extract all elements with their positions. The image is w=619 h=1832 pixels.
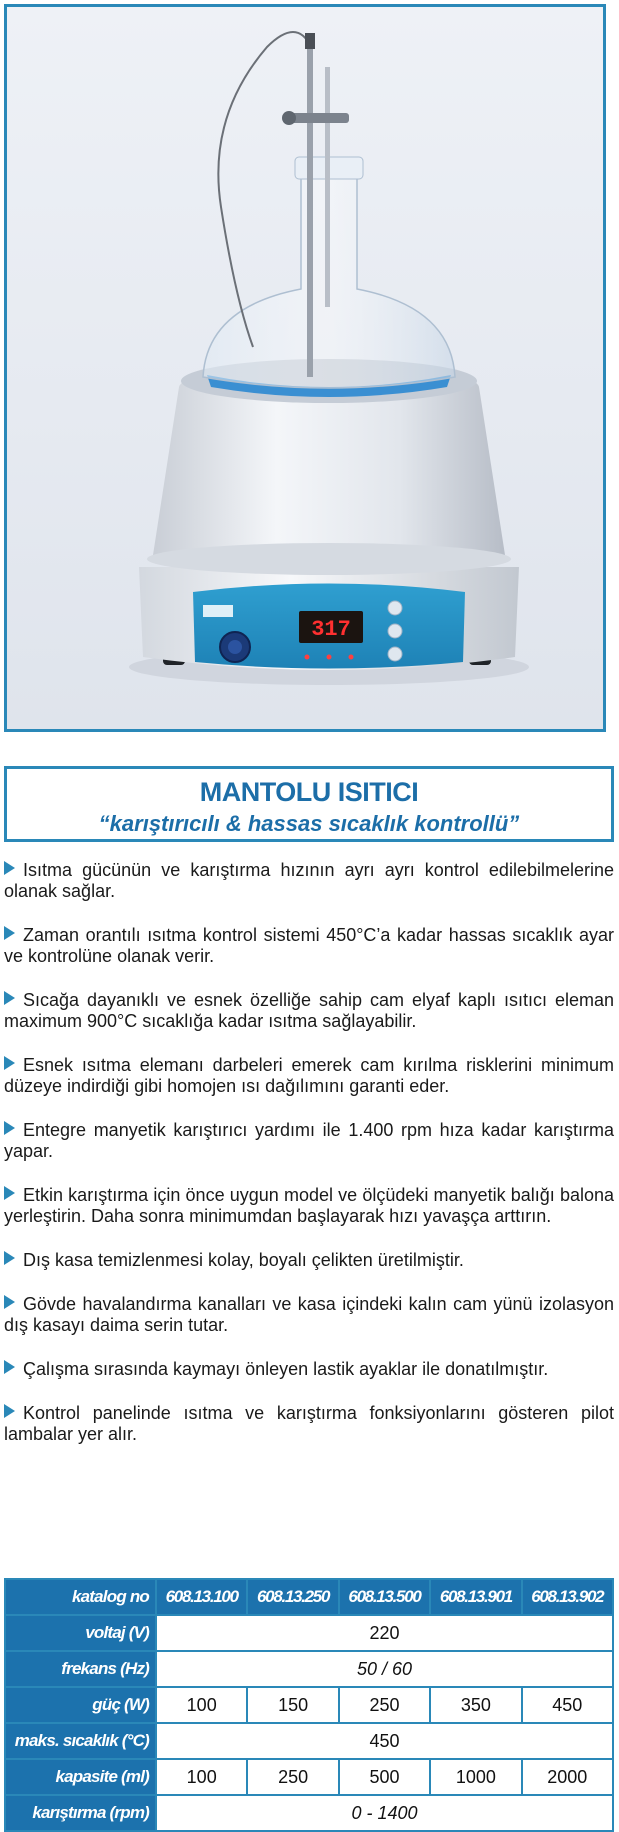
table-header-row — [5, 1579, 613, 1615]
arrow-bullet-icon — [4, 1295, 15, 1309]
feature-list — [4, 860, 614, 1468]
row-label: voltaj (V) — [5, 1615, 156, 1651]
table-cell: 250 — [247, 1759, 338, 1795]
body-rim — [147, 543, 511, 575]
set-button[interactable] — [388, 647, 402, 661]
feature-item — [4, 1294, 614, 1336]
arrow-bullet-icon — [4, 991, 15, 1005]
table-cell: 1000 — [430, 1759, 521, 1795]
table-row — [5, 1723, 613, 1759]
feature-item — [4, 925, 614, 967]
arrow-bullet-icon — [4, 1360, 15, 1374]
feature-item — [4, 1185, 614, 1227]
support-rod — [325, 67, 330, 307]
thermometer-rod — [307, 47, 313, 377]
arrow-bullet-icon — [4, 1404, 15, 1418]
spec-table — [4, 1578, 614, 1832]
indicator-light — [327, 655, 332, 660]
indicator-light — [305, 655, 310, 660]
catalog-number: 608.13.901 — [430, 1579, 521, 1615]
catalog-number: 608.13.500 — [339, 1579, 430, 1615]
display-readout: 317 — [311, 617, 351, 642]
clamp — [289, 113, 349, 123]
table-row — [5, 1615, 613, 1651]
feature-text: Çalışma sırasında kaymayı önleyen lastik ayaklar ile donatılmıştır. — [23, 1359, 549, 1379]
arrow-bullet-icon — [4, 926, 15, 940]
arrow-bullet-icon — [4, 1186, 15, 1200]
feature-item — [4, 990, 614, 1032]
feature-text: Etkin karıştırma için önce uygun model ve ölçüdeki manyetik balığı balona yerleştirin. Daha sonra minimumdan başlayarak hızı yavaşça arttırın. — [4, 1185, 614, 1226]
knob-center — [228, 640, 242, 654]
catalog-number: 608.13.902 — [522, 1579, 613, 1615]
table-cell: 500 — [339, 1759, 430, 1795]
row-label: kapasite (ml) — [5, 1759, 156, 1795]
table-row — [5, 1651, 613, 1687]
feature-text: Sıcağa dayanıklı ve esnek özelliğe sahip cam elyaf kaplı ısıtıcı eleman maximum 900°C sıcaklığa kadar ısıtma sağlayabilir. — [4, 990, 614, 1031]
table-cell: 100 — [156, 1759, 247, 1795]
table-cell: 150 — [247, 1687, 338, 1723]
feature-item — [4, 1403, 614, 1445]
table-cell: 100 — [156, 1687, 247, 1723]
catalog-number: 608.13.100 — [156, 1579, 247, 1615]
arrow-bullet-icon — [4, 861, 15, 875]
clamp-screw — [282, 111, 296, 125]
table-row — [5, 1759, 613, 1795]
feature-text: Entegre manyetik karıştırıcı yardımı ile 1.400 rpm hıza kadar karıştırma yapar. — [4, 1120, 614, 1161]
arrow-bullet-icon — [4, 1056, 15, 1070]
arrow-bullet-icon — [4, 1121, 15, 1135]
feature-text: Esnek ısıtma elemanı darbeleri emerek cam kırılma risklerini minimum düzeye indirdiği gibi homojen ısı dağılımını garanti eder. — [4, 1055, 614, 1096]
table-cell: 450 — [522, 1687, 613, 1723]
down-button[interactable] — [388, 624, 402, 638]
catalog-number: 608.13.250 — [247, 1579, 338, 1615]
feature-text: Gövde havalandırma kanalları ve kasa içindeki kalın cam yünü izolasyon dış kasayı daima serin tutar. — [4, 1294, 614, 1335]
feature-item — [4, 1120, 614, 1162]
feature-text: Kontrol panelinde ısıtma ve karıştırma fonksiyonlarını gösteren pilot lambalar yer alır. — [4, 1403, 614, 1444]
probe-head — [305, 33, 315, 49]
table-cell: 2000 — [522, 1759, 613, 1795]
row-label: güç (W) — [5, 1687, 156, 1723]
product-title-box — [4, 766, 614, 842]
row-shared-value: 50 / 60 — [156, 1651, 613, 1687]
row-shared-value: 220 — [156, 1615, 613, 1651]
feature-item — [4, 1250, 614, 1271]
row-label: frekans (Hz) — [5, 1651, 156, 1687]
feature-text: Zaman orantılı ısıtma kontrol sistemi 450°C’a kadar hassas sıcaklık ayar ve kontrolüne olanak verir. — [4, 925, 614, 966]
row-label: karıştırma (rpm) — [5, 1795, 156, 1831]
indicator-light — [349, 655, 354, 660]
table-row — [5, 1795, 613, 1831]
table-row — [5, 1687, 613, 1723]
table-cell: 350 — [430, 1687, 521, 1723]
up-button[interactable] — [388, 601, 402, 615]
feature-text: Dış kasa temizlenmesi kolay, boyalı çelikten üretilmiştir. — [23, 1250, 464, 1270]
brand-logo — [203, 605, 233, 617]
product-title: MANTOLU ISITICI — [199, 777, 419, 807]
row-label: maks. sıcaklık (°C) — [5, 1723, 156, 1759]
feature-item — [4, 860, 614, 902]
product-subtitle: “karıştırıcılı & hassas sıcaklık kontrollü” — [98, 811, 520, 836]
row-shared-value: 450 — [156, 1723, 613, 1759]
feature-item — [4, 1359, 614, 1380]
feature-text: Isıtma gücünün ve karıştırma hızının ayrı ayrı kontrol edilebilmelerine olanak sağlar. — [4, 860, 614, 901]
arrow-bullet-icon — [4, 1251, 15, 1265]
product-photo — [4, 4, 606, 732]
row-shared-value: 0 - 1400 — [156, 1795, 613, 1831]
feature-item — [4, 1055, 614, 1097]
catalog-header: katalog no — [5, 1579, 156, 1615]
table-cell: 250 — [339, 1687, 430, 1723]
